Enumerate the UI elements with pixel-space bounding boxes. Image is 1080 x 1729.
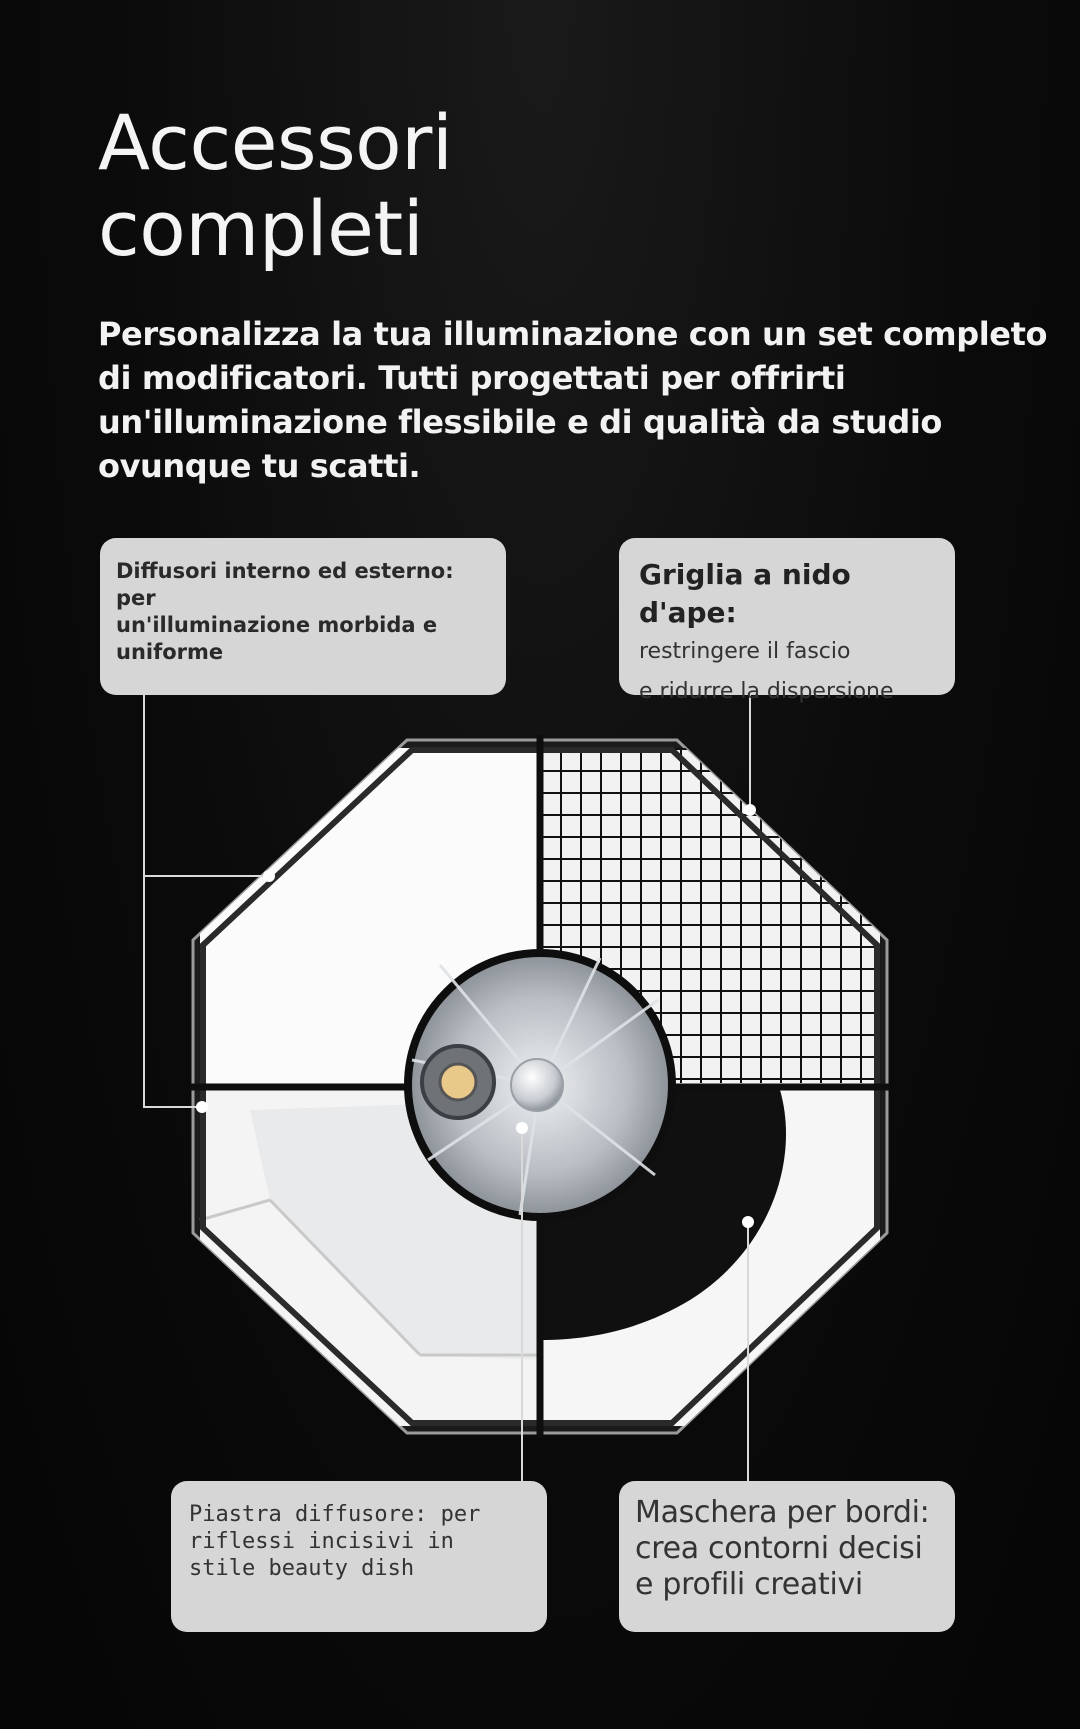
callout-grid-line-2: e ridurre la dispersione bbox=[639, 679, 894, 704]
callout-mask-line-1: Maschera per bordi: bbox=[635, 1495, 930, 1530]
marker-dot bbox=[744, 804, 756, 816]
callout-mask-line-2: crea contorni decisi bbox=[635, 1531, 923, 1566]
callout-diffusers-line-2: un'illuminazione morbida e bbox=[116, 613, 438, 637]
callout-diffusers-line-1: Diffusori interno ed esterno: per bbox=[116, 559, 454, 610]
callout-plate-line-1: Piastra diffusore: per bbox=[189, 1502, 481, 1527]
callout-grid-line-1: restringere il fascio bbox=[639, 639, 851, 664]
callout-honeycomb-grid bbox=[619, 538, 955, 704]
callout-diffusers-line-3: uniforme bbox=[116, 640, 224, 664]
title-line-1: Accessori bbox=[98, 98, 453, 187]
callout-edge-mask bbox=[619, 1481, 955, 1632]
connector-diffuser bbox=[144, 695, 269, 876]
intro-text: Personalizza la tua illuminazione con un set completo di modificatori. Tutti progettati per offrirti un'illuminazione flessibile e di qualità da studio ovunque tu scatti. bbox=[98, 315, 1048, 485]
marker-dot bbox=[196, 1101, 208, 1113]
callout-plate-line-2: riflessi incisivi in bbox=[189, 1529, 454, 1554]
beauty-dish-plate bbox=[511, 1059, 563, 1111]
marker-dot bbox=[742, 1216, 754, 1228]
callout-diffuser-plate bbox=[171, 1481, 547, 1632]
callout-diffusers bbox=[100, 538, 506, 695]
marker-dot bbox=[516, 1122, 528, 1134]
callout-grid-title: Griglia a nido d'ape: bbox=[639, 558, 851, 629]
marker-dot bbox=[263, 870, 275, 882]
callout-plate-line-3: stile beauty dish bbox=[189, 1556, 415, 1581]
title-line-2: completi bbox=[98, 184, 424, 273]
callout-mask-line-3: e profili creativi bbox=[635, 1567, 863, 1602]
